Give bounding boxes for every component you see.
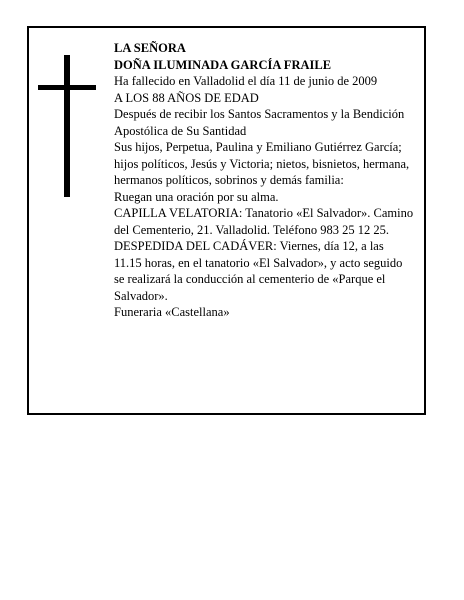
sacraments-line: Después de recibir los Santos Sacramentos y la Bendición Apostólica de Su Santidad	[114, 107, 405, 138]
obituary-text	[114, 40, 414, 321]
wake-chapel-info: CAPILLA VELATORIA: Tanatorio «El Salvador». Camino del Cementerio, 21. Valladolid. Teléfono 983 25 12 25.	[114, 206, 414, 237]
notice-title: LA SEÑORA	[114, 41, 186, 55]
cross-vertical-bar	[64, 55, 70, 197]
family-line: Sus hijos, Perpetua, Paulina y Emiliano Gutiérrez García; hijos políticos, Jesús y Victoria; nietos, bisnietos, hermana, hermanos políticos, sobrinos y demás familia:	[114, 140, 410, 187]
cross-icon	[38, 55, 96, 197]
farewell-info: DESPEDIDA DEL CADÁVER: Viernes, día 12, a las 11.15 horas, en el tanatorio «El Salvador», y acto seguido se realizará la conducción al cementerio de «Parque el Salvador».	[114, 239, 403, 303]
funeral-home: Funeraria «Castellana»	[114, 305, 230, 319]
prayer-request: Ruegan una oración por su alma.	[114, 189, 279, 204]
cross-horizontal-bar	[38, 85, 96, 90]
death-line: Ha fallecido en Valladolid el día 11 de junio de 2009	[114, 74, 378, 88]
deceased-name: DOÑA ILUMINADA GARCÍA FRAILE	[114, 57, 332, 72]
age-line: A LOS 88 AÑOS DE EDAD	[114, 90, 259, 105]
